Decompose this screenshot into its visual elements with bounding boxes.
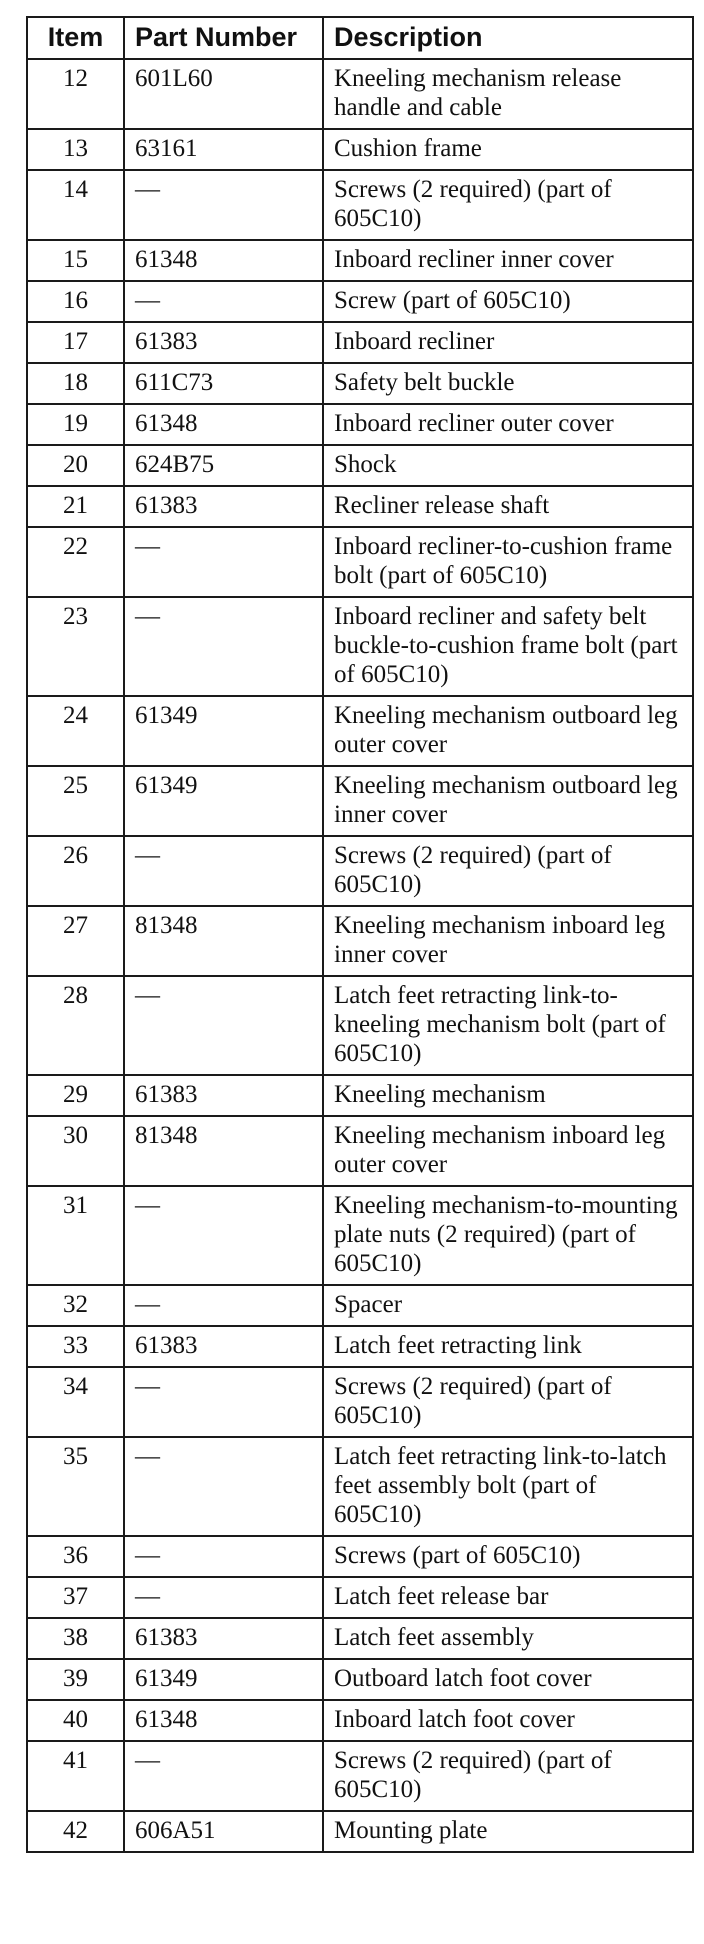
table-body <box>27 59 693 1852</box>
item-cell: 20 <box>27 445 124 486</box>
description-cell: Safety belt buckle <box>323 363 693 404</box>
part-number-cell: 81348 <box>124 1116 323 1186</box>
table-row <box>27 527 693 597</box>
description-cell: Screws (2 required) (part of 605C10) <box>323 1367 693 1437</box>
description-cell: Latch feet retracting link <box>323 1326 693 1367</box>
description-cell: Screw (part of 605C10) <box>323 281 693 322</box>
item-cell: 38 <box>27 1618 124 1659</box>
part-number-cell: — <box>124 1577 323 1618</box>
description-cell: Spacer <box>323 1285 693 1326</box>
item-cell: 36 <box>27 1536 124 1577</box>
item-cell: 33 <box>27 1326 124 1367</box>
part-number-cell: — <box>124 1536 323 1577</box>
description-cell: Inboard recliner <box>323 322 693 363</box>
table-row <box>27 1186 693 1285</box>
item-cell: 27 <box>27 906 124 976</box>
part-number-cell: 61348 <box>124 404 323 445</box>
part-number-cell: — <box>124 281 323 322</box>
table-row <box>27 597 693 696</box>
table-row <box>27 59 693 129</box>
part-number-cell: — <box>124 597 323 696</box>
parts-table-container <box>26 16 692 1853</box>
table-row <box>27 445 693 486</box>
table-row <box>27 1577 693 1618</box>
item-cell: 23 <box>27 597 124 696</box>
part-number-cell: — <box>124 170 323 240</box>
part-number-cell: 61349 <box>124 766 323 836</box>
table-row <box>27 404 693 445</box>
description-cell: Inboard recliner and safety belt buckle-to-cushion frame bolt (part of 605C10) <box>323 597 693 696</box>
item-cell: 28 <box>27 976 124 1075</box>
part-number-cell: — <box>124 836 323 906</box>
description-cell: Screws (part of 605C10) <box>323 1536 693 1577</box>
item-cell: 21 <box>27 486 124 527</box>
table-row <box>27 281 693 322</box>
table-row <box>27 766 693 836</box>
header-part-number: Part Number <box>124 17 323 59</box>
part-number-cell: — <box>124 1437 323 1536</box>
part-number-cell: 606A51 <box>124 1811 323 1852</box>
part-number-cell: 624B75 <box>124 445 323 486</box>
part-number-cell: — <box>124 1741 323 1811</box>
description-cell: Latch feet assembly <box>323 1618 693 1659</box>
item-cell: 15 <box>27 240 124 281</box>
description-cell: Screws (2 required) (part of 605C10) <box>323 170 693 240</box>
part-number-cell: — <box>124 527 323 597</box>
item-cell: 31 <box>27 1186 124 1285</box>
table-row <box>27 1367 693 1437</box>
description-cell: Inboard recliner outer cover <box>323 404 693 445</box>
part-number-cell: 61383 <box>124 1075 323 1116</box>
table-row <box>27 1741 693 1811</box>
table-row <box>27 486 693 527</box>
table-row <box>27 129 693 170</box>
part-number-cell: 611C73 <box>124 363 323 404</box>
table-row <box>27 836 693 906</box>
item-cell: 32 <box>27 1285 124 1326</box>
description-cell: Inboard recliner-to-cushion frame bolt (part of 605C10) <box>323 527 693 597</box>
item-cell: 37 <box>27 1577 124 1618</box>
item-cell: 35 <box>27 1437 124 1536</box>
part-number-cell: 63161 <box>124 129 323 170</box>
part-number-cell: 61383 <box>124 1618 323 1659</box>
item-cell: 29 <box>27 1075 124 1116</box>
description-cell: Kneeling mechanism-to-mounting plate nuts (2 required) (part of 605C10) <box>323 1186 693 1285</box>
description-cell: Mounting plate <box>323 1811 693 1852</box>
description-cell: Latch feet release bar <box>323 1577 693 1618</box>
header-description: Description <box>323 17 693 59</box>
table-row <box>27 1811 693 1852</box>
description-cell: Shock <box>323 445 693 486</box>
header-item: Item <box>27 17 124 59</box>
part-number-cell: — <box>124 1186 323 1285</box>
part-number-cell: 81348 <box>124 906 323 976</box>
table-row <box>27 906 693 976</box>
table-row <box>27 363 693 404</box>
part-number-cell: 61348 <box>124 1700 323 1741</box>
item-cell: 12 <box>27 59 124 129</box>
part-number-cell: 61383 <box>124 322 323 363</box>
description-cell: Kneeling mechanism outboard leg outer cover <box>323 696 693 766</box>
description-cell: Inboard recliner inner cover <box>323 240 693 281</box>
item-cell: 26 <box>27 836 124 906</box>
table-row <box>27 1437 693 1536</box>
item-cell: 34 <box>27 1367 124 1437</box>
description-cell: Outboard latch foot cover <box>323 1659 693 1700</box>
item-cell: 19 <box>27 404 124 445</box>
item-cell: 39 <box>27 1659 124 1700</box>
description-cell: Kneeling mechanism outboard leg inner cover <box>323 766 693 836</box>
description-cell: Kneeling mechanism inboard leg outer cover <box>323 1116 693 1186</box>
part-number-cell: 61348 <box>124 240 323 281</box>
part-number-cell: — <box>124 1367 323 1437</box>
header-row <box>27 17 693 59</box>
part-number-cell: 61383 <box>124 486 323 527</box>
table-row <box>27 976 693 1075</box>
table-row <box>27 1285 693 1326</box>
part-number-cell: 61349 <box>124 696 323 766</box>
item-cell: 24 <box>27 696 124 766</box>
part-number-cell: 61349 <box>124 1659 323 1700</box>
item-cell: 41 <box>27 1741 124 1811</box>
item-cell: 25 <box>27 766 124 836</box>
item-cell: 17 <box>27 322 124 363</box>
description-cell: Cushion frame <box>323 129 693 170</box>
table-row <box>27 1075 693 1116</box>
description-cell: Recliner release shaft <box>323 486 693 527</box>
table-row <box>27 1326 693 1367</box>
table-header <box>27 17 693 59</box>
item-cell: 16 <box>27 281 124 322</box>
table-row <box>27 1659 693 1700</box>
table-row <box>27 1618 693 1659</box>
part-number-cell: — <box>124 976 323 1075</box>
item-cell: 40 <box>27 1700 124 1741</box>
part-number-cell: 61383 <box>124 1326 323 1367</box>
description-cell: Kneeling mechanism <box>323 1075 693 1116</box>
item-cell: 22 <box>27 527 124 597</box>
parts-table <box>26 16 694 1853</box>
item-cell: 14 <box>27 170 124 240</box>
description-cell: Latch feet retracting link-to-latch feet assembly bolt (part of 605C10) <box>323 1437 693 1536</box>
part-number-cell: — <box>124 1285 323 1326</box>
table-row <box>27 322 693 363</box>
table-row <box>27 1700 693 1741</box>
item-cell: 42 <box>27 1811 124 1852</box>
description-cell: Screws (2 required) (part of 605C10) <box>323 836 693 906</box>
table-row <box>27 1536 693 1577</box>
table-row <box>27 170 693 240</box>
table-row <box>27 240 693 281</box>
item-cell: 18 <box>27 363 124 404</box>
description-cell: Screws (2 required) (part of 605C10) <box>323 1741 693 1811</box>
description-cell: Kneeling mechanism inboard leg inner cover <box>323 906 693 976</box>
table-row <box>27 696 693 766</box>
item-cell: 13 <box>27 129 124 170</box>
part-number-cell: 601L60 <box>124 59 323 129</box>
item-cell: 30 <box>27 1116 124 1186</box>
description-cell: Kneeling mechanism release handle and cable <box>323 59 693 129</box>
description-cell: Latch feet retracting link-to-kneeling mechanism bolt (part of 605C10) <box>323 976 693 1075</box>
description-cell: Inboard latch foot cover <box>323 1700 693 1741</box>
table-row <box>27 1116 693 1186</box>
